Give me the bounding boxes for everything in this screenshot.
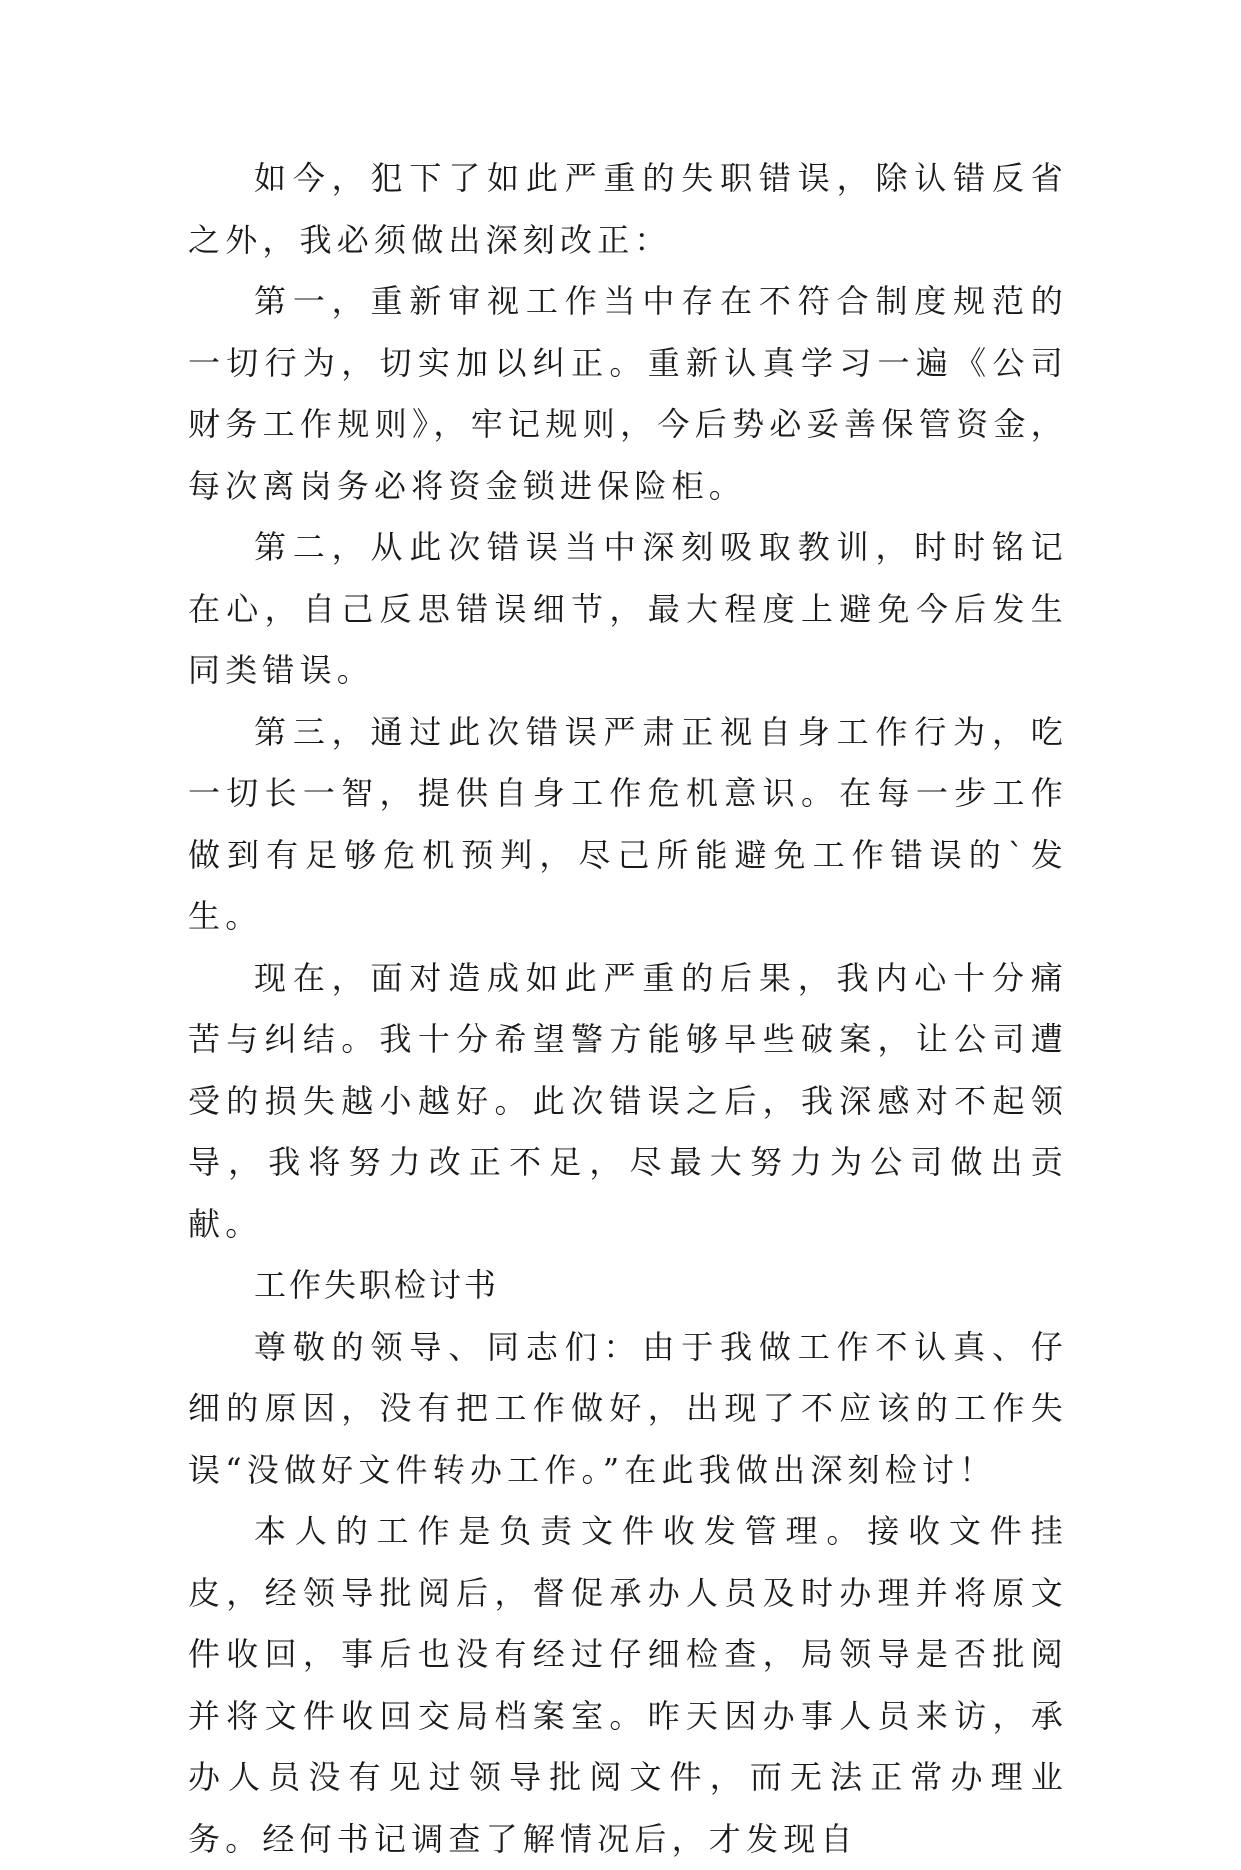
- paragraph-point-two: 第二，从此次错误当中深刻吸取教训，时时铭记在心，自己反思错误细节，最大程度上避免今后发生同类错误。: [188, 528, 1068, 689]
- paragraph-point-one: 第一，重新审视工作当中存在不符合制度规范的一切行为，切实加以纠正。重新认真学习一遍《公司财务工作规则》，牢记规则，今后势必妥善保管资金，每次离岗务必将资金锁进保险柜。: [188, 282, 1068, 505]
- paragraph-salutation: 尊敬的领导、同志们：由于我做工作不认真、仔细的原因，没有把工作做好，出现了不应该的工作失误“没做好文件转办工作。”在此我做出深刻检讨！: [188, 1327, 1068, 1489]
- paragraph-point-three: 第三，通过此次错误严肃正视自身工作行为，吃一切长一智，提供自身工作危机意识。在每一步工作做到有足够危机预判，尽己所能避免工作错误的`发生。: [188, 712, 1068, 935]
- paragraph-job-description: 本人的工作是负责文件收发管理。接收文件挂皮，经领导批阅后，督促承办人员及时办理并将原文件收回，事后也没有经过仔细检查，局领导是否批阅并将文件收回交局档案室。昨天因办事人员来访，承办人员没有见过领导批阅文件，而无法正常办理业务。经何书记调查了解情况后，才发现自: [188, 1512, 1068, 1858]
- paragraph-conclusion: 现在，面对造成如此严重的后果，我内心十分痛苦与纠结。我十分希望警方能够早些破案，让公司遭受的损失越小越好。此次错误之后，我深感对不起领导，我将努力改正不足，尽最大努力为公司做出贡献。: [188, 958, 1068, 1243]
- paragraph-correction-intro: 如今，犯下了如此严重的失职错误，除认错反省之外，我必须做出深刻改正：: [188, 159, 1068, 259]
- section-heading: 工作失职检讨书: [254, 1266, 500, 1304]
- document-body: [188, 148, 1068, 1870]
